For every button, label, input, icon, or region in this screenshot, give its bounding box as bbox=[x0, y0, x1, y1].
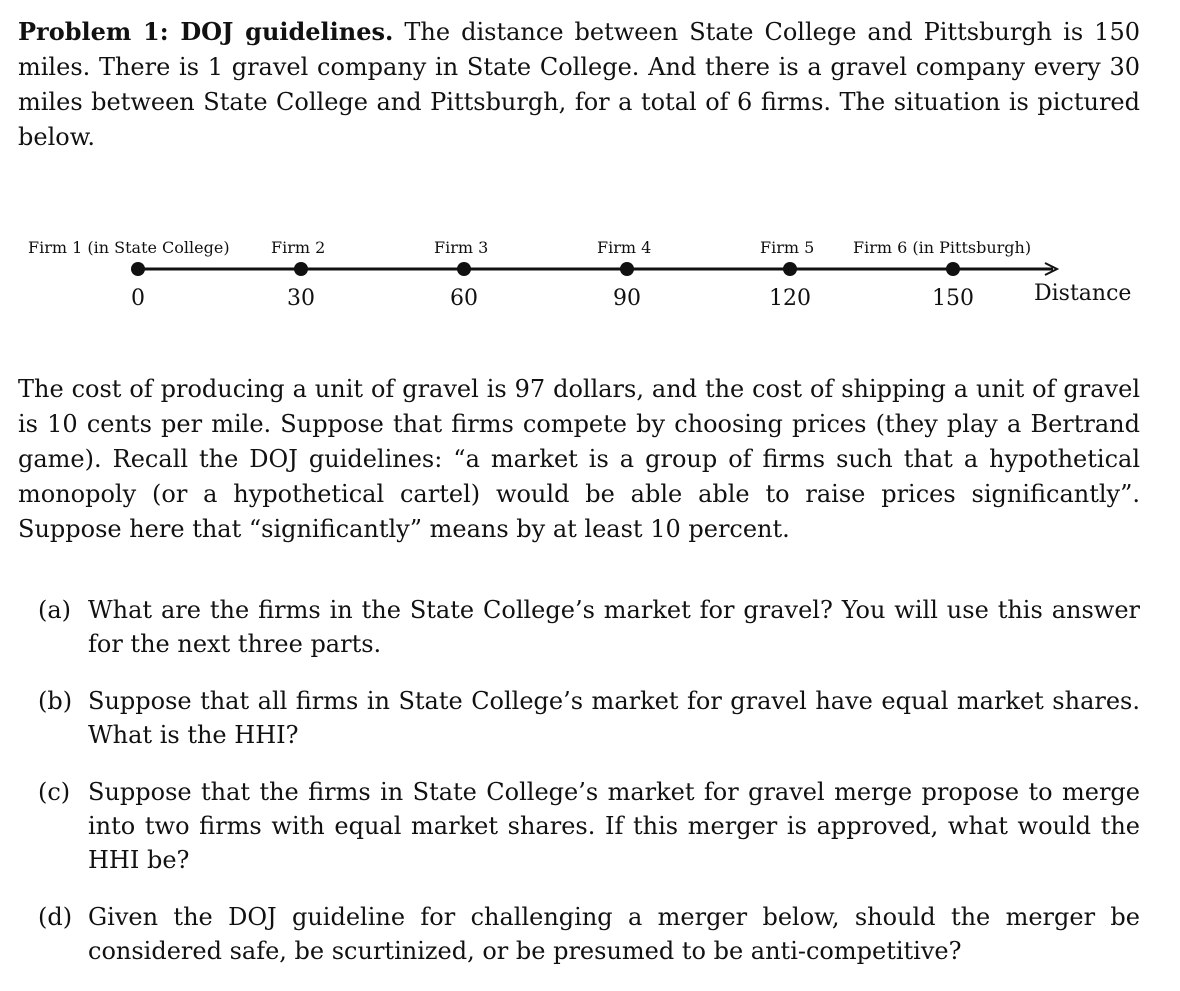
firm-label: Firm 2 bbox=[271, 238, 326, 257]
firm-distance-diagram bbox=[18, 226, 1143, 322]
cost-paragraph: The cost of producing a unit of gravel is 97 dollars, and the cost of shipping a unit of gravel is 10 cents per mile. Suppose that firms compete by choosing prices (they play a Bertrand game). Recall the DOJ guidelines: “a market is a group of firms such that a hypothetical monopoly (or a hypothetical cartel) would be able able to raise prices significantly”. Suppose here that “significantly” means by at least 10 percent. bbox=[18, 375, 1140, 543]
question-item bbox=[38, 775, 1140, 877]
distance-tick-label: 60 bbox=[450, 286, 478, 311]
problem-intro-paragraph bbox=[18, 14, 1140, 155]
firm-marker bbox=[131, 262, 145, 276]
number-line-svg bbox=[18, 226, 1143, 322]
firm-marker bbox=[946, 262, 960, 276]
question-item bbox=[38, 684, 1140, 752]
question-item bbox=[38, 593, 1140, 661]
distance-tick-label: 0 bbox=[131, 286, 145, 311]
distance-tick-label: 90 bbox=[613, 286, 641, 311]
distance-tick-label: 120 bbox=[769, 286, 811, 311]
firm-marker bbox=[294, 262, 308, 276]
question-text: Given the DOJ guideline for challenging a merger below, should the merger be considered safe, be scurtinized, or be presumed to be anti-competitive? bbox=[88, 903, 1140, 965]
firm-label: Firm 4 bbox=[597, 238, 652, 257]
question-label: (a) bbox=[38, 596, 72, 624]
problem-intro-text: The distance between State College and Pittsburgh is 150 miles. There is 1 gravel company in State College. And there is a gravel company every 30 miles between State College and Pittsburgh, for a total of 6 firms. The situation is pictured below. bbox=[18, 18, 1140, 151]
question-item bbox=[38, 900, 1140, 968]
firm-marker bbox=[457, 262, 471, 276]
firm-marker bbox=[620, 262, 634, 276]
question-text: What are the firms in the State College’s market for gravel? You will use this answer for the next three parts. bbox=[88, 596, 1140, 658]
firm-label: Firm 1 (in State College) bbox=[28, 238, 230, 257]
firm-label: Firm 6 (in Pittsburgh) bbox=[853, 238, 1032, 257]
firm-marker bbox=[783, 262, 797, 276]
question-label: (b) bbox=[38, 687, 73, 715]
distance-tick-label: 150 bbox=[932, 286, 974, 311]
problem-heading: Problem 1: DOJ guidelines. bbox=[18, 17, 394, 46]
firm-label: Firm 5 bbox=[760, 238, 815, 257]
distance-axis-label: Distance bbox=[1034, 281, 1132, 306]
firm-label: Firm 3 bbox=[434, 238, 489, 257]
question-label: (d) bbox=[38, 903, 73, 931]
question-text: Suppose that the firms in State College’s market for gravel merge propose to merge into two firms with equal market shares. If this merger is approved, what would the HHI be? bbox=[88, 778, 1140, 874]
question-text: Suppose that all firms in State College’s market for gravel have equal market shares. What is the HHI? bbox=[88, 687, 1140, 749]
distance-tick-label: 30 bbox=[287, 286, 315, 311]
question-label: (c) bbox=[38, 778, 71, 806]
question-list bbox=[38, 593, 1140, 991]
